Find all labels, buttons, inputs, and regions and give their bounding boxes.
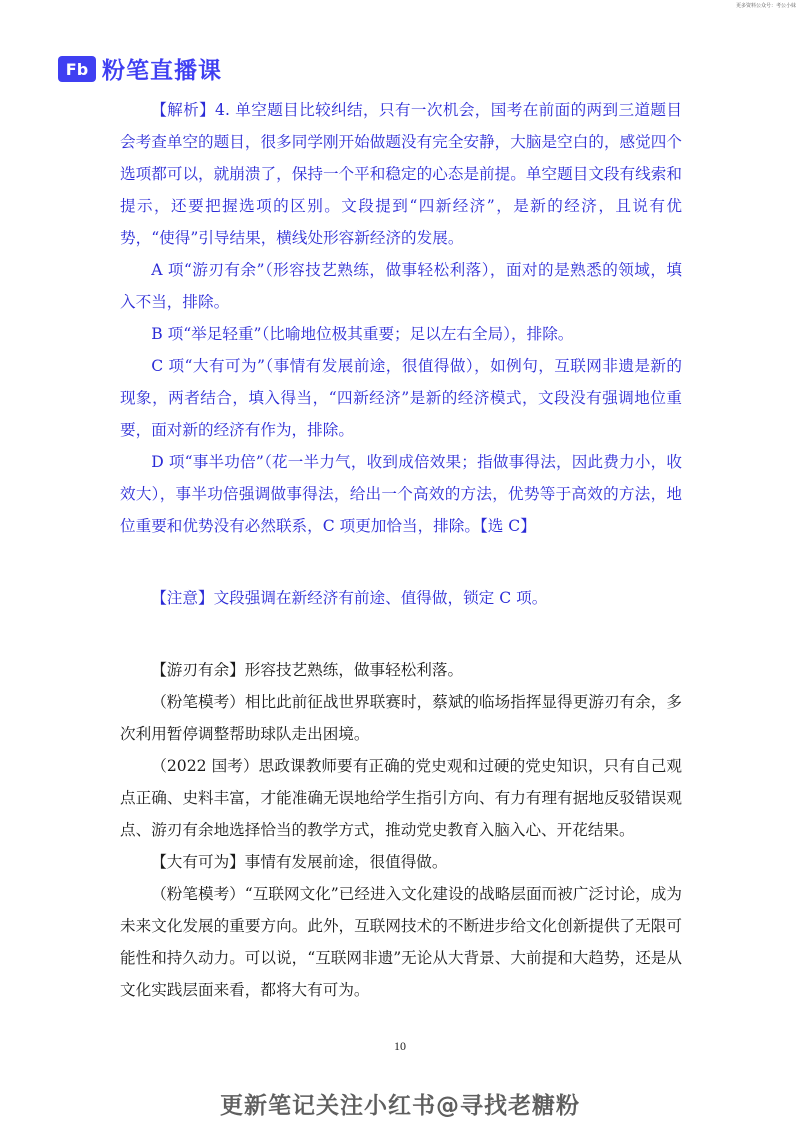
vocab-example: （2022 国考）思政课教师要有正确的党史观和过硬的党史知识，只有自己观点正确、史料丰富，才能准确无误地给学生指引方向、有力有理有据地反驳错误观点、游刃有余地选择恰当的教学方式，推动党史教育入脑入心、开花结果。 xyxy=(120,757,682,839)
document-body xyxy=(120,94,682,1006)
vocab-example: （粉笔模考）“互联网文化”已经进入文化建设的战略层面而被广泛讨论，成为未来文化发展的重要方向。此外，互联网技术的不断进步给文化创新提供了无限可能性和持久动力。可以说，“互联网非遗”无论从大背景、大前提和大趋势，还是从文化实践层面来看，都将大有可为。 xyxy=(120,885,682,999)
footer-banner: 更新笔记关注小红书@寻找老糖粉 xyxy=(220,1093,580,1119)
option-d-analysis: D 项“事半功倍”（花一半力气，收到成倍效果；指做事得法，因此费力小，收效大），事半功倍强调做事得法，给出一个高效的方法，优势等于高效的方法，地位重要和优势没有必然联系，C 项更加恰当，排除。【选 C】 xyxy=(120,453,682,535)
note-paragraph: 【注意】文段强调在新经济有前途、值得做，锁定 C 项。 xyxy=(151,589,548,607)
corner-note: 更多资料公众号：考公小妹 xyxy=(735,3,796,9)
vocab-term-youren: 【游刃有余】形容技艺熟练，做事轻松利落。 xyxy=(151,661,464,679)
vocab-example: （粉笔模考）相比此前征战世界联赛时，蔡斌的临场指挥显得更游刃有余，多次利用暂停调整帮助球队走出困境。 xyxy=(120,693,682,743)
fenbi-logo-icon xyxy=(58,56,96,82)
option-b-analysis: B 项“举足轻重”（比喻地位极其重要；足以左右全局），排除。 xyxy=(151,325,574,343)
option-c-analysis: C 项“大有可为”（事情有发展前途，很值得做），如例句，互联网非遗是新的现象，两者结合，填入得当，“四新经济”是新的经济模式，文段没有强调地位重要，面对新的经济有作为，排除。 xyxy=(120,357,682,439)
page-header xyxy=(58,52,222,85)
option-a-analysis: A 项“游刃有余”（形容技艺熟练，做事轻松利落），面对的是熟悉的领域，填入不当，排除。 xyxy=(120,261,682,311)
analysis-paragraph: 【解析】4. 单空题目比较纠结，只有一次机会，国考在前面的两到三道题目会考查单空的题目，很多同学刚开始做题没有完全安静，大脑是空白的，感觉四个选项都可以，就崩溃了，保持一个平和稳定的心态是前提。单空题目文段有线索和提示，还要把握选项的区别。文段提到“四新经济”，是新的经济，且说有优势，“使得”引导结果，横线处形容新经济的发展。 xyxy=(120,101,682,247)
brand-name: 粉笔直播课 xyxy=(102,58,222,84)
page-number: 10 xyxy=(394,1039,406,1053)
vocab-term-dayou: 【大有可为】事情有发展前途，很值得做。 xyxy=(151,853,448,871)
logo-text: Fb xyxy=(65,59,89,79)
